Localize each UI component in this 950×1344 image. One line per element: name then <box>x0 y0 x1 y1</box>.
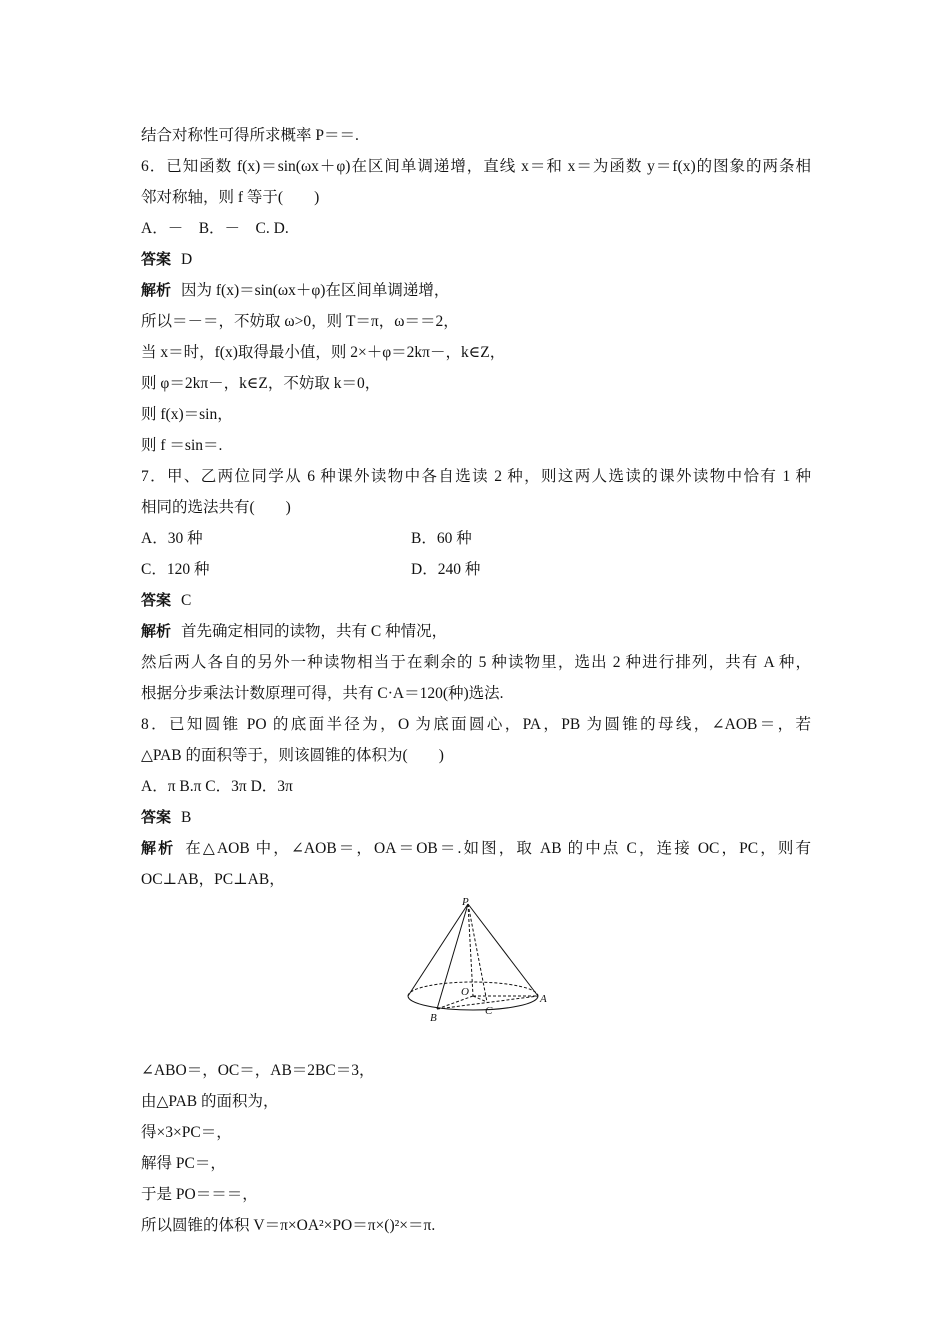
analysis-line: 然后两人各自的另外一种读物相当于在剩余的 5 种读物里，选出 2 种进行排列，共有 A 种， <box>141 654 811 671</box>
question-6-analysis <box>141 275 811 306</box>
question-7-options-row2 <box>141 554 811 585</box>
answer-label: 答案 <box>141 591 172 609</box>
analysis-line: ∠ABO＝，OC＝，AB＝2BC＝3， <box>141 1062 375 1079</box>
answer-label: 答案 <box>141 808 172 826</box>
analysis-line: 解得 PC＝， <box>141 1155 226 1172</box>
question-7-stem-cont: 相同的选法共有( ) <box>141 499 291 516</box>
analysis-line: 当 x＝时，f(x)取得最小值，则 2×＋φ＝2kπ－，k∈Z， <box>141 344 506 361</box>
analysis-label: 解析 <box>141 839 176 857</box>
label-b: B <box>430 1012 437 1024</box>
answer-label: 答案 <box>141 250 172 268</box>
cone-diagram <box>403 897 553 1032</box>
cone-figure <box>141 895 811 1055</box>
analysis-line: 所以圆锥的体积 V＝π×OA²×PO＝π×()²×＝π. <box>141 1217 436 1234</box>
answer-value: C <box>181 592 192 609</box>
analysis-line: 得×3×PC＝， <box>141 1124 232 1141</box>
analysis-line: 由△PAB 的面积为， <box>141 1093 279 1110</box>
generatrix-left <box>408 904 468 996</box>
question-7-options-row1 <box>141 523 811 554</box>
label-o: O <box>461 986 469 998</box>
document-page <box>141 120 811 1241</box>
analysis-text: 因为 f(x)＝sin(ωx＋φ)在区间单调递增， <box>181 282 450 299</box>
question-6-answer <box>141 244 811 275</box>
analysis-text: 首先确定相同的读物，共有 C 种情况， <box>181 623 448 640</box>
option-c: C．120 种 <box>141 561 210 578</box>
segment-pc <box>468 904 487 1002</box>
option-b: B．60 种 <box>411 530 472 547</box>
analysis-line: 所以＝－＝，不妨取 ω>0，则 T＝π，ω＝＝2， <box>141 313 459 330</box>
question-8-stem-cont: △PAB 的面积等于，则该圆锥的体积为( ) <box>141 747 444 764</box>
question-8-analysis <box>141 833 811 864</box>
question-8-stem: 8．已知圆锥 PO 的底面半径为，O 为底面圆心，PA，PB 为圆锥的母线，∠AOB＝，若 <box>141 716 811 733</box>
answer-value: B <box>181 809 192 826</box>
question-8-answer <box>141 802 811 833</box>
question-6-stem-cont: 邻对称轴，则 f 等于( ) <box>141 189 320 206</box>
generatrix-right <box>468 904 538 996</box>
analysis-text: 在△AOB 中，∠AOB＝，OA＝OB＝.如图，取 AB 的中点 C，连接 OC，PC，则有 <box>185 840 811 857</box>
analysis-line: 则 f ＝sin＝. <box>141 437 223 454</box>
analysis-line: 则 φ＝2kπ－，k∈Z，不妨取 k＝0， <box>141 375 381 392</box>
text-line: 结合对称性可得所求概率 P＝＝. <box>141 127 359 144</box>
question-6-options: A．－ B．－ C. D. <box>141 220 289 237</box>
answer-value: D <box>181 251 193 268</box>
label-p: P <box>462 897 469 908</box>
label-c: C <box>485 1005 493 1017</box>
question-6-stem: 6．已知函数 f(x)＝sin(ωx＋φ)在区间单调递增，直线 x＝和 x＝为函数 y＝f(x)的图象的两条相 <box>141 158 811 175</box>
label-a: A <box>540 993 547 1005</box>
analysis-label: 解析 <box>141 281 172 299</box>
analysis-label: 解析 <box>141 622 172 640</box>
analysis-line: OC⊥AB，PC⊥AB， <box>141 871 285 888</box>
option-d: D．240 种 <box>411 561 481 578</box>
question-7-stem: 7．甲、乙两位同学从 6 种课外读物中各自选读 2 种，则这两人选读的课外读物中恰有 1 种 <box>141 468 811 485</box>
analysis-line: 则 f(x)＝sin， <box>141 406 233 423</box>
segment-oc <box>473 996 487 1002</box>
analysis-line: 于是 PO＝＝＝， <box>141 1186 258 1203</box>
question-7-answer <box>141 585 811 616</box>
question-7-analysis <box>141 616 811 647</box>
question-8-options: A．π B.π C．3π D．3π <box>141 778 293 795</box>
option-a: A．30 种 <box>141 530 203 547</box>
analysis-line: 根据分步乘法计数原理可得，共有 C·A＝120(种)选法. <box>141 685 504 702</box>
